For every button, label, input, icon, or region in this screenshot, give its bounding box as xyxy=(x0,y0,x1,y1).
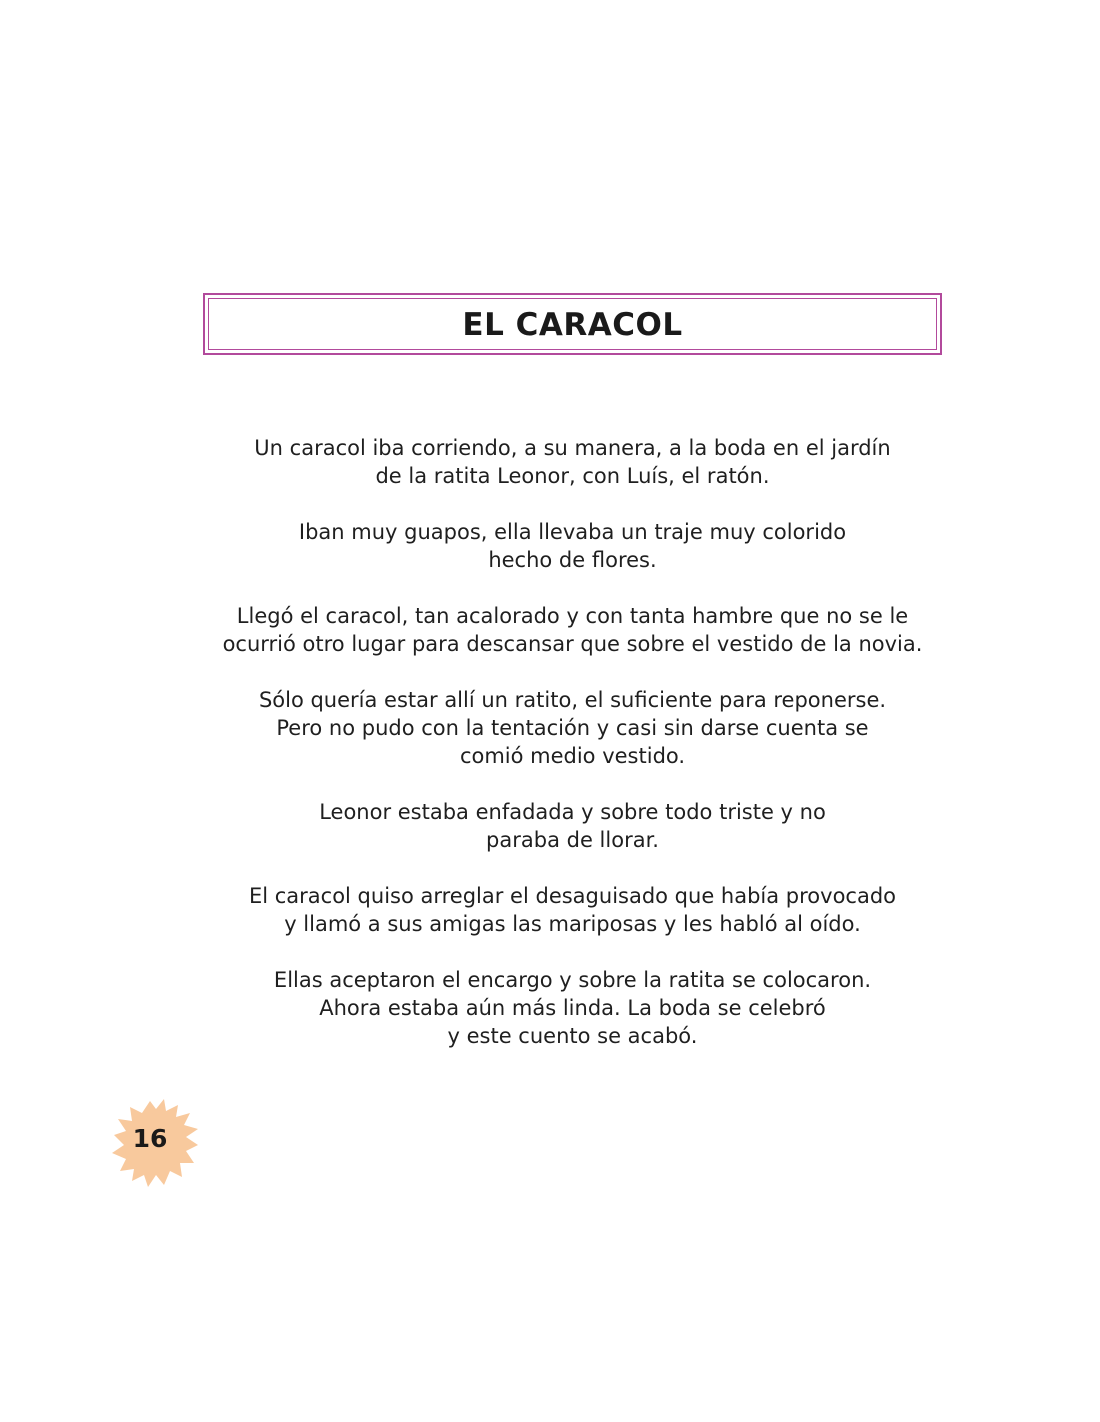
text-line: Sólo quería estar allí un ratito, el suficiente para reponerse. xyxy=(258,688,887,712)
text-line: Un caracol iba corriendo, a su manera, a la boda en el jardín xyxy=(254,436,891,460)
story-text xyxy=(150,434,995,1078)
text-line: Leonor estaba enfadada y sobre todo triste y no xyxy=(319,800,826,824)
paragraph-1 xyxy=(150,434,995,490)
title-box xyxy=(203,293,942,355)
text-line: Pero no pudo con la tentación y casi sin darse cuenta se xyxy=(276,716,869,740)
page-number-badge xyxy=(106,1095,202,1191)
paragraph-6 xyxy=(150,882,995,938)
paragraph-5 xyxy=(150,798,995,854)
paragraph-2 xyxy=(150,518,995,574)
page-title: EL CARACOL xyxy=(462,307,683,343)
text-line: y este cuento se acabó. xyxy=(447,1024,698,1048)
paragraph-7 xyxy=(150,966,995,1050)
text-line: paraba de llorar. xyxy=(486,828,659,852)
text-line: Ellas aceptaron el encargo y sobre la ratita se colocaron. xyxy=(273,968,872,992)
paragraph-4 xyxy=(150,686,995,770)
text-line: ocurrió otro lugar para descansar que sobre el vestido de la novia. xyxy=(222,632,923,656)
text-line: El caracol quiso arreglar el desaguisado que había provocado xyxy=(248,884,897,908)
text-line: de la ratita Leonor, con Luís, el ratón. xyxy=(375,464,770,488)
text-line: y llamó a sus amigas las mariposas y les habló al oído. xyxy=(284,912,861,936)
text-line: comió medio vestido. xyxy=(459,744,686,768)
paragraph-3 xyxy=(150,602,995,658)
text-line: Iban muy guapos, ella llevaba un traje muy colorido xyxy=(298,520,847,544)
text-line: Llegó el caracol, tan acalorado y con tanta hambre que no se le xyxy=(236,604,909,628)
page-number: 16 xyxy=(132,1124,168,1153)
text-line: hecho de flores. xyxy=(488,548,657,572)
text-line: Ahora estaba aún más linda. La boda se celebró xyxy=(319,996,826,1020)
